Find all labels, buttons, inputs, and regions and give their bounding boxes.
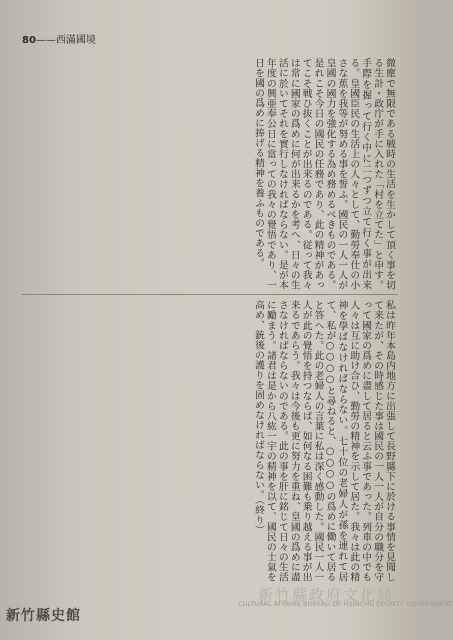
page-number: 80 — [22, 35, 36, 46]
section-divider — [22, 294, 398, 295]
section-title: ——西滿國境 — [35, 35, 96, 46]
article-text-top: 微塵で無限である戦時の生活を生かして頂く事を切る生計・政庁が手に入れた「村を立てた」と申す。手際を握って行く中に二つずつ立て行く事が出来る。皇國臣民の生活上の人々として、勤勞奉仕の小さな蕉を我等が努める事を誓ふ。國民の一人一人が皇國の國力を強化する為め務めるべきものである。是れこそ今日の國民の任務であり、此の精神があってこそ戦ひ抜くことが出来るのである。従って我々は常に國家の爲めに何が出来るかを考へ、日々の生活に於いてそれを實行しなければならない。是が本年度の興亜奉公日に當っての我々の覺悟であり、一日を國の爲めに捧げる精神を養ふものである。 — [253, 58, 395, 290]
watermark-caption: CULTURAL AFFAIRS BUREAU OF HSINCHU COUNTY GOVERNMENT — [238, 601, 453, 608]
svg-text:新竹縣政府文化局: 新竹縣政府文化局 — [257, 586, 394, 604]
article-text-bottom: 私は昨年本島内地方に出張して長野縣下に於ける事情を見聞して来たが、その時感じた事は國民の一人一人が自分の職分を守って國家の爲めに盡して居ると云ふ事であった。列車の中でも人々は互に助け合ひ、勤勞の精神を示して居た。我々は此の精神を學ばなければならない。七十位の老婦人が孫を連れて居て、私が○○○○と尋ねると、○○○○の爲めに働いて居ると答へた。此の老婦人の言葉に私は深く感動した。國民一人一人が此の覺悟を持つならば、如何なる困難も乗り越える事が出来るであらう。我々は今後も更に努力を重ね、皇國の爲めに盡さなければならないのである。此の事を肝に銘じて日々の生活に勵まう。諸君は是から八紘一宇の精神を以て、國民の士氣を高め、銃後の護りを固めなければならない。（終り） — [253, 300, 395, 582]
page-header — [22, 34, 122, 48]
archive-stamp: 新竹縣史館 — [6, 608, 81, 624]
